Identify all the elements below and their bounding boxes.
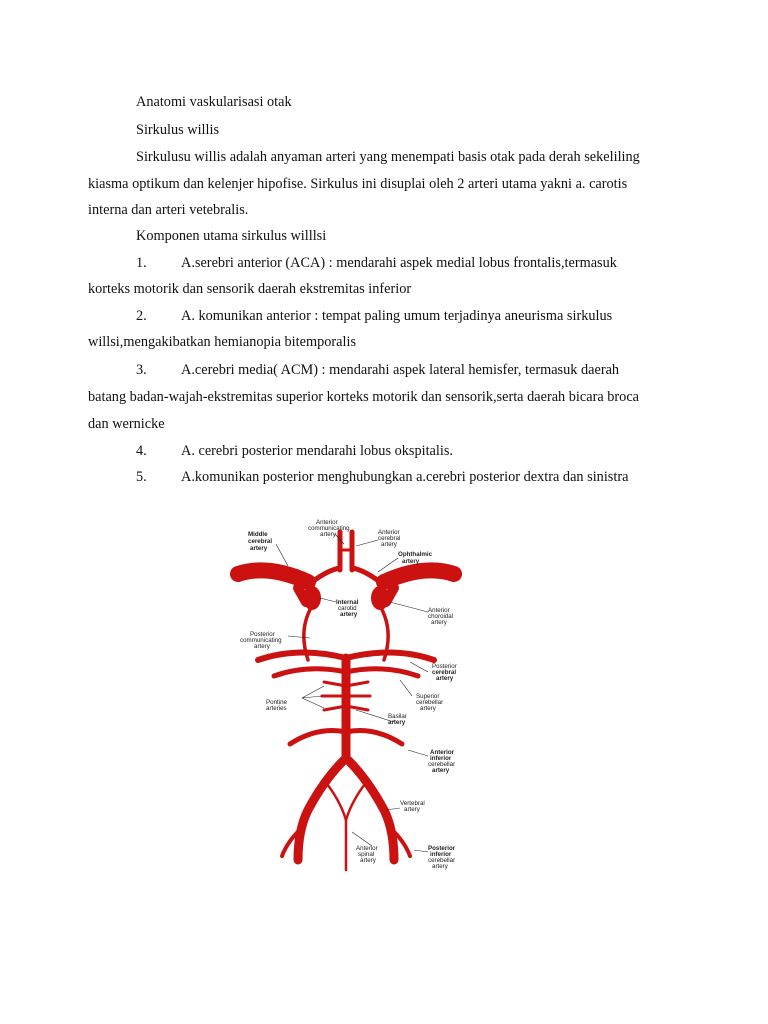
label-pica: Posterior [428,845,456,852]
label-ant-choroidal: Anterior [428,607,450,614]
item-text: korteks motorik dan sensorik daerah ekstremitas inferior [88,281,412,297]
label-pica: inferior [430,851,452,858]
item-number: 3. [136,362,147,378]
label-superior-cerebellar: cerebellar [416,699,444,706]
label-pica: cerebellar [428,857,456,864]
label-aica: cerebellar [428,761,456,768]
heading-anatomy: Anatomi vaskularisasi otak [136,94,292,110]
label-aica: Anterior [430,749,455,756]
item-number: 4. [136,443,147,459]
item-text: A.serebri anterior (ACA) : mendarahi aspek medial lobus frontalis,termasuk [181,255,617,271]
label-internal-carotid: Internal [336,599,359,606]
label-superior-cerebellar: artery [420,705,436,712]
item-number: 1. [136,255,147,271]
label-vertebral: Vertebral [400,800,425,807]
intro-line: interna dan arteri vetebralis. [88,202,249,218]
label-post-cerebral: Posterior [432,663,457,670]
label-ant-comm: Anterior [316,519,338,526]
label-ant-cerebral: cerebral [378,535,401,542]
label-ant-cerebral: artery [381,541,397,548]
label-ant-comm: artery [320,531,336,538]
label-ant-spinal: spinal [358,851,375,858]
label-internal-carotid: artery [340,611,358,618]
label-ophthalmic: Ophthalmic [398,551,433,558]
label-middle-cerebral: artery [250,545,268,552]
label-ophthalmic: artery [402,558,420,565]
circle-of-willis-diagram [228,510,548,880]
item-number: 5. [136,469,147,485]
label-post-cerebral: cerebral [432,669,457,676]
label-pontine: Pontine [266,699,287,706]
item-number: 2. [136,308,147,324]
label-aica: artery [432,767,450,774]
label-ant-cerebral: Anterior [378,529,400,536]
label-basilar: artery [388,719,406,726]
components-heading: Komponen utama sirkulus willlsi [136,228,327,244]
label-basilar: Basilar [388,713,407,720]
label-internal-carotid: carotid [338,605,357,612]
label-superior-cerebellar: Superior [416,693,440,700]
label-pontine: arteries [266,705,287,712]
label-ant-spinal: Anterior [356,845,378,852]
intro-line: kiasma optikum dan kelenjer hipofise. Sirkulus ini disuplai oleh 2 arteri utama yakni a. carotis [88,176,628,192]
label-vertebral: artery [404,806,420,813]
heading-circle-of-willis: Sirkulus willis [136,122,220,138]
label-post-comm: Posterior [250,631,275,638]
label-middle-cerebral: cerebral [248,538,273,545]
label-middle-cerebral: Middle [248,531,268,538]
intro-line: Sirkulusu willis adalah anyaman arteri yang menempati basis otak pada derah sekeliling [136,149,640,165]
item-text: dan wernicke [88,416,165,432]
label-ant-spinal: artery [360,857,376,864]
item-text: A. komunikan anterior : tempat paling umum terjadinya aneurisma sirkulus [181,308,613,324]
item-text: batang badan-wajah-ekstremitas superior korteks motorik dan sensorik,serta daerah bicara broca [88,389,640,405]
item-text: A.komunikan posterior menghubungkan a.cerebri posterior dextra dan sinistra [181,469,629,485]
label-post-comm: communicating [240,637,282,644]
label-post-cerebral: artery [436,675,454,682]
label-ant-comm: communicating [308,525,350,532]
item-text: A. cerebri posterior mendarahi lobus okspitalis. [181,443,453,459]
label-post-comm: artery [254,643,270,650]
label-ant-choroidal: choroidal [428,613,454,620]
item-text: A.cerebri media( ACM) : mendarahi aspek lateral hemisfer, termasuk daerah [181,362,620,378]
label-aica: inferior [430,755,452,762]
item-text: willsi,mengakibatkan hemianopia bitemporalis [88,334,357,350]
label-ant-choroidal: artery [431,619,447,626]
label-pica: artery [432,863,448,870]
